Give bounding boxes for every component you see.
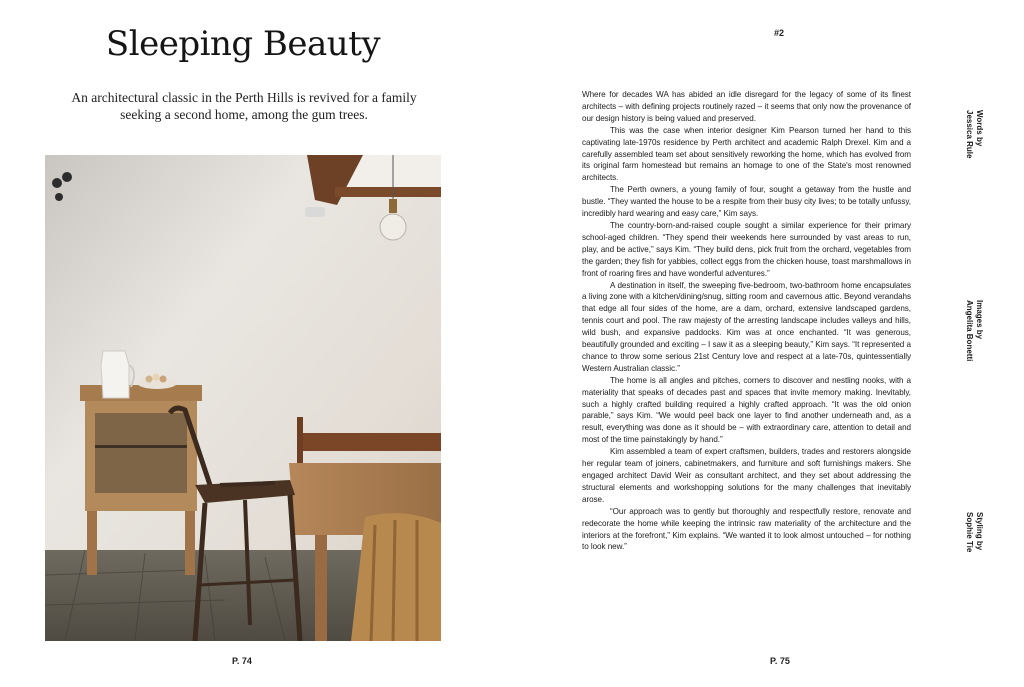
credit-images-name: Angelita Bonetti (965, 300, 974, 362)
credit-words-name: Jessica Rule (965, 110, 974, 159)
credit-styling-name: Sophie Tie (965, 512, 974, 553)
article-standfirst: An architectural classic in the Perth Hills is revived for a family seeking a second home, among the gum trees. (71, 90, 417, 122)
article-title: Sleeping Beauty (105, 24, 381, 64)
body-paragraph: A destination in itself, the sweeping five-bedroom, two-bathroom home encapsulates a living zone with a kitchen/dining/snug, sitting room and cavernous attic. Beyond verandahs that edge all four sides of the home, are a dam, orchard, extensive landscaped gardens, tennis court and pool. The raw majesty of the arresting landscape includes valleys and hills, wild bush, and expansive paddocks. Kim was at once enchanted. “It was generous, beautifully grounded and exciting – I saw it as a sleeping beauty,” Kim says. “It represented a chance to throw some serious 21st Century love and respect at a late-70s, quintessentially Western Australian classic.” (582, 280, 911, 373)
body-paragraph: Where for decades WA has abided an idle disregard for the legacy of some of its finest architects – with defining projects routinely razed – it seems that only now the provenance of our design history is being valued and preserved. (582, 90, 911, 123)
credit-words (964, 110, 984, 158)
issue-number: #2 (774, 28, 785, 38)
page-number-left: P. 74 (232, 656, 252, 666)
credit-images (964, 300, 984, 361)
body-paragraph: The Perth owners, a young family of four, sought a getaway from the hustle and bustle. “They wanted the house to be a respite from their busy city lives; to be totally unfussy, incredibly hard wearing and easy care,” Kim says. (582, 185, 911, 219)
credit-images-label: Images by (975, 300, 984, 340)
body-paragraph: Kim assembled a team of expert craftsmen, builders, trades and restorers alongside her regular team of joiners, cabinetmakers, and furniture and soft furnishings makers. She engaged architect David Weir as consultant architect, and they set about addressing the structural elements and workshopping solutions for the many challenges that inevitably arose. (582, 447, 911, 504)
credit-styling-label: Styling by (975, 512, 984, 551)
body-paragraph: This was the case when interior designer Kim Pearson turned her hand to this captivating late-1970s residence by Perth architect and academic Ralph Drexel. Kim and a carefully assembled team set about sensitively reworking the home, which has evolved from its original farm homestead but remains an homage to one of the State's most renowned architects. (582, 125, 911, 183)
article-body (582, 89, 911, 553)
interior-photo (45, 155, 441, 641)
credit-words-label: Words by (975, 110, 984, 147)
credit-styling (964, 512, 984, 552)
body-paragraph: “Our approach was to gently but thoroughly and respectfully restore, renovate and redecorate the home while keeping the intrinsic raw materiality of the architecture and the interiors at the forefront,” Kim explains. “We wanted it to look almost untouched – for nothing to look new.” (582, 506, 911, 552)
body-paragraph: The country-born-and-raised couple sought a similar experience for their primary school-aged children. “They spend their weekends here surrounded by vast areas to run, play, and be active,” says Kim. “They build dens, pick fruit from the orchard, vegetables from the garden; they fish for yabbies, collect eggs from the chicken house, toast marshmallows in front of roaring fires and have wonderful adventures.” (582, 220, 911, 278)
body-paragraph: The home is all angles and pitches, corners to discover and nestling nooks, with a materiality that speaks of decades past and spaces that invite memory making. Inevitably, such a highly crafted building required a highly crafted approach. “It was the old onion parable,” says Kim. “We would peel back one layer to find another underneath and, as a result, everything was done as it should be – with extraordinary care, attention to detail and most of the time painstakingly by hand.” (582, 375, 911, 445)
page-number-right: P. 75 (770, 656, 790, 666)
interior-photo-icon (45, 155, 441, 641)
right-page (512, 0, 1024, 687)
